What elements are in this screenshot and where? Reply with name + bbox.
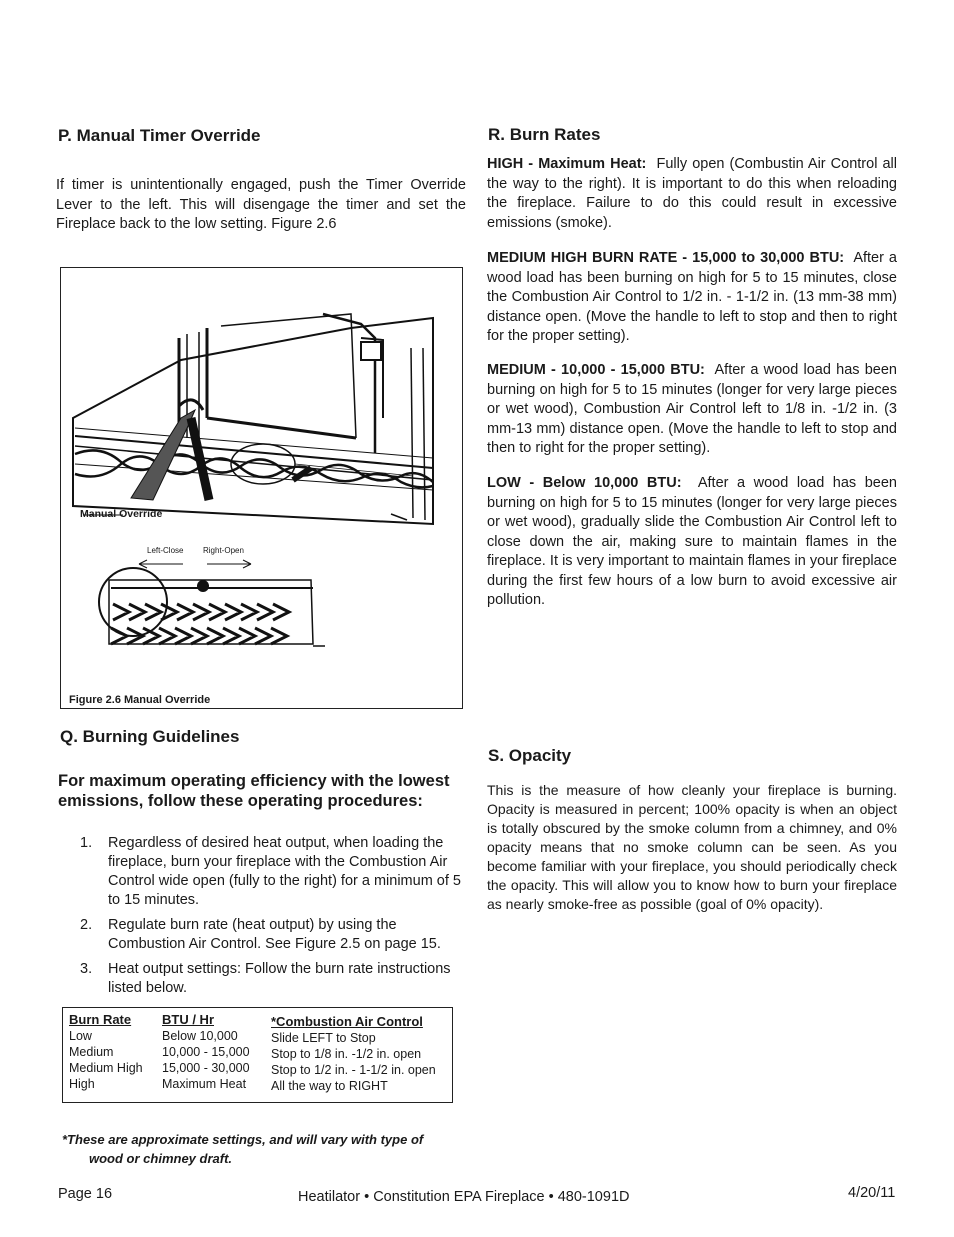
list-item: 1. Regardless of desired heat output, when loading the fireplace, burn your fireplace with the Combustion Air Control wide open (fully to the right) for a minimum of 5 to 15 minutes. bbox=[80, 835, 461, 908]
table-cell: Stop to 1/2 in. - 1-1/2 in. open bbox=[271, 1063, 436, 1077]
column-btu: BTU / Hr Below 10,000 10,000 - 15,000 15,000 - 30,000 Maximum Heat bbox=[162, 1012, 250, 1091]
label-manual-override: Manual Override bbox=[80, 508, 163, 520]
fireplace-illustration bbox=[61, 268, 462, 708]
label-left-close: Left-Close bbox=[147, 546, 184, 555]
page-number: Page 16 bbox=[58, 1186, 113, 1202]
steps-list bbox=[80, 834, 464, 1004]
high-label: HIGH - Maximum Heat: bbox=[487, 156, 647, 172]
section-s-heading: S. Opacity bbox=[488, 746, 572, 765]
table-cell: Slide LEFT to Stop bbox=[271, 1031, 376, 1045]
section-r-heading: R. Burn Rates bbox=[488, 125, 601, 144]
column-burn-rate: Burn Rate Low Medium Medium High High bbox=[69, 1012, 143, 1091]
table-cell: High bbox=[69, 1077, 95, 1091]
table-cell: 10,000 - 15,000 bbox=[162, 1045, 250, 1059]
footnote-line-2: wood or chimney draft. bbox=[89, 1151, 233, 1166]
footer-title: Heatilator • Constitution EPA Fireplace • 480-1091D bbox=[298, 1189, 630, 1205]
table-cell: Low bbox=[69, 1029, 92, 1043]
label-right-open: Right-Open bbox=[203, 546, 244, 555]
table-cell: Maximum Heat bbox=[162, 1077, 247, 1091]
medium-high-label: MEDIUM HIGH BURN RATE - 15,000 to 30,000 BTU: bbox=[487, 250, 845, 266]
footer-date: 4/20/11 bbox=[848, 1185, 896, 1201]
table-cell: Medium bbox=[69, 1045, 114, 1059]
table-cell: 15,000 - 30,000 bbox=[162, 1061, 250, 1075]
section-q-heading: Q. Burning Guidelines bbox=[60, 727, 240, 746]
figure-caption: Figure 2.6 Manual Override bbox=[69, 694, 211, 706]
section-p-heading: P. Manual Timer Override bbox=[58, 126, 261, 145]
medium-paragraph: MEDIUM - 10,000 - 15,000 BTU: After a wood load has been burning on high for 5 to 15 minutes (longer for very large pieces or wet wood), Combustion Air Control left to 1/8 in. -1/2 in. (3 mm-13 mm) distance open. (Move the handle to left to stop and then to right for the proper setting). bbox=[487, 362, 897, 456]
low-paragraph: LOW - Below 10,000 BTU: After a wood load has been burning on high for 5 to 15 minutes (longer for very large pieces or wet wood), gradually slide the Combustion Air Control left to close down the air, making sure to maintain flames in the fireplace. It is very important to maintain flames in your fireplace during the first few hours of a low burn to avoid excessive air pollution. bbox=[487, 475, 897, 608]
section-s-body: This is the measure of how cleanly your fireplace is burning. Opacity is measured in percent; 100% opacity is when an object is totally obscured by the smoke column from a chimney, and 0% opacity means that no smoke column can be seen. As you become familiar with your fireplace, you should periodically check the opacity. This will allow you to know how to burn your fireplace as nearly smoke-free as possible (goal of 0% opacity). bbox=[487, 782, 897, 912]
figure-manual-override bbox=[60, 267, 463, 709]
table-cell: Below 10,000 bbox=[162, 1029, 238, 1043]
low-label: LOW - Below 10,000 BTU: bbox=[487, 475, 682, 491]
burn-rate-table bbox=[62, 1007, 453, 1103]
table-cell: All the way to RIGHT bbox=[271, 1079, 388, 1093]
list-item: 2. Regulate burn rate (heat output) by using the Combustion Air Control. See Figure 2.5 on page 15. bbox=[80, 917, 441, 952]
column-air-control: *Combustion Air Control Slide LEFT to Stop Stop to 1/8 in. -1/2 in. open Stop to 1/2 in. - 1-1/2 in. open All the way to RIGHT bbox=[271, 1014, 436, 1093]
section-p-body: If timer is unintentionally engaged, push the Timer Override Lever to the left. This will disengage the timer and set the Fireplace back to the low setting. Figure 2.6 bbox=[56, 177, 466, 232]
table-cell: Stop to 1/8 in. -1/2 in. open bbox=[271, 1047, 422, 1061]
section-q-lead: For maximum operating efficiency with the lowest emissions, follow these operating procedures: bbox=[58, 772, 450, 810]
footnote-line-1: *These are approximate settings, and will vary with type of bbox=[62, 1132, 424, 1147]
table-cell: Medium High bbox=[69, 1061, 143, 1075]
medium-label: MEDIUM - 10,000 - 15,000 BTU: bbox=[487, 362, 705, 378]
list-item: 3. Heat output settings: Follow the burn rate instructions listed below. bbox=[80, 961, 451, 996]
high-paragraph: HIGH - Maximum Heat: Fully open (Combustin Air Control all the way to the right). It is important to do this when reloading the fireplace. Failure to do this could result in excessive emissions (smoke). bbox=[487, 156, 897, 231]
medium-high-paragraph: MEDIUM HIGH BURN RATE - 15,000 to 30,000 BTU: After a wood load has been burning on high for 5 to 15 minutes, close the Combustion Air Control to 1/2 in. - 1-1/2 in. (13 mm-38 mm) distance open. (Move the handle to left to stop and then to right for the proper setting). bbox=[487, 250, 897, 344]
